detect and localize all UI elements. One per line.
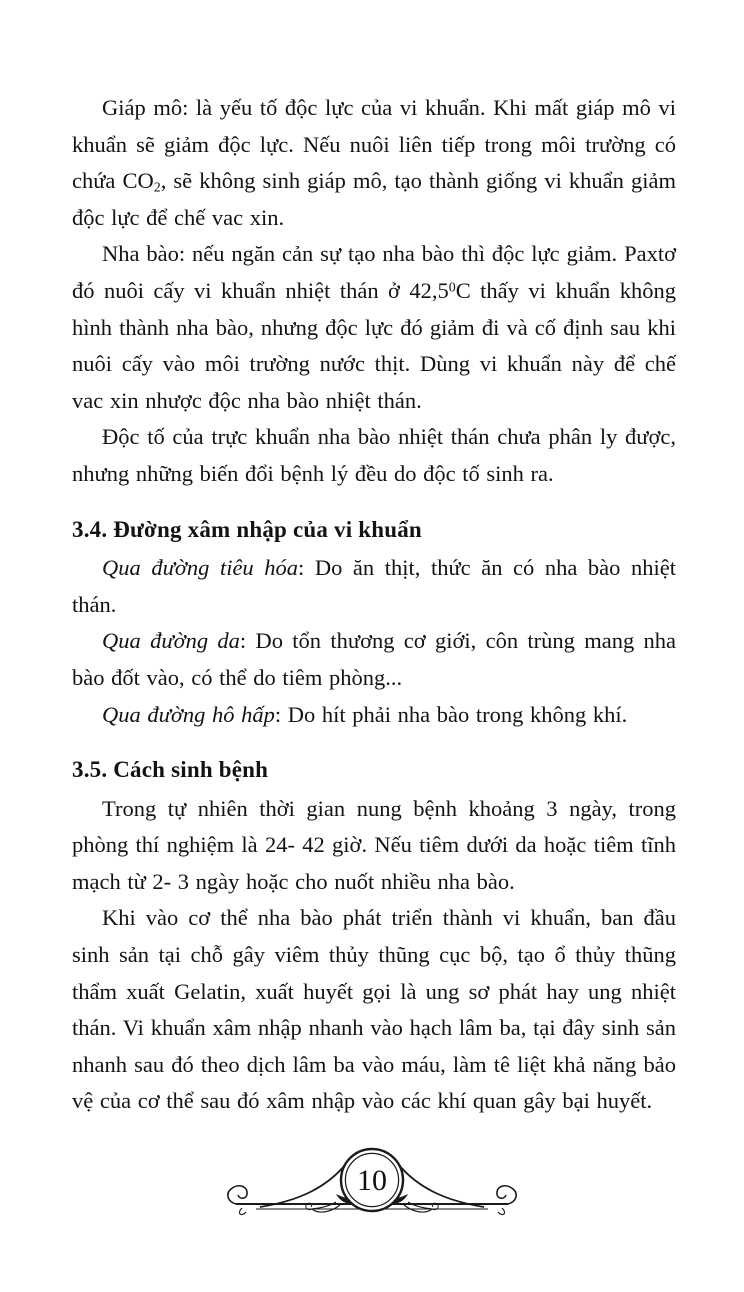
text-run: : Do tổn thương cơ giới, côn trùng mang nha bào đốt vào, có thể do tiêm phòng... (72, 628, 676, 690)
co2-subscript: 2 (153, 180, 161, 196)
text-run: C thấy vi khuẩn không hình thành nha bào, nhưng độc lực đó giảm đi và cố định sau khi nuôi cấy vào môi trường nước thịt. Dùng vi khuẩn này để chế vac xin nhược độc nha bào nhiệt thán. (72, 277, 676, 413)
paragraph-tieu-hoa (72, 550, 676, 623)
italic-lead: Qua đường hô hấp (102, 701, 275, 727)
text-run: Giáp mô: là yếu tố độc lực của vi khuẩn. Khi mất giáp mô vi khuẩn sẽ giảm độc lực. Nếu nuôi liên tiếp trong môi trường có chứa CO (72, 95, 676, 194)
page-body (72, 90, 676, 1120)
section-heading-3-4: 3.4. Đường xâm nhập của vi khuẩn (72, 516, 422, 542)
degree-superscript: 0 (448, 280, 456, 296)
italic-lead: Qua đường da (102, 628, 240, 654)
paragraph-nung-benh: Trong tự nhiên thời gian nung bệnh khoảng 3 ngày, trong phòng thí nghiệm là 24- 42 giờ. Nếu tiêm dưới da hoặc tiêm tĩnh mạch từ 2- 3 ngày hoặc cho nuốt nhiều nha bào. (72, 795, 676, 894)
paragraph-giap-mo (72, 90, 676, 236)
paragraph-khi-vao: Khi vào cơ thể nha bào phát triển thành vi khuẩn, ban đầu sinh sản tại chỗ gây viêm thủy thũng cục bộ, tạo ổ thủy thũng thẩm xuất Gelatin, xuất huyết gọi là ung sơ phát hay ung nhiệt thán. Vi khuẩn xâm nhập nhanh vào hạch lâm ba, tại đây sinh sản nhanh sau đó theo dịch lâm ba vào máu, làm tê liệt khả năng bảo vệ của cơ thể sau đó xâm nhập vào các khí quan gây bại huyết. (72, 905, 676, 1114)
footer-flourish-ornament (222, 1131, 522, 1241)
text-run: : Do ăn thịt, thức ăn có nha bào nhiệt thán. (72, 555, 676, 617)
text-run: : Do hít phải nha bào trong không khí. (274, 701, 628, 727)
italic-lead: Qua đường tiêu hóa (102, 555, 299, 581)
paragraph-nha-bao (72, 236, 676, 419)
text-run: , sẽ không sinh giáp mô, tạo thành giống vi khuẩn giảm độc lực để chế vac xin. (72, 168, 676, 230)
page-number: 10 (357, 1164, 387, 1197)
paragraph-ho-hap (72, 697, 676, 734)
text-run: Nha bào: nếu ngăn cản sự tạo nha bào thì độc lực giảm. Paxtơ đó nuôi cấy vi khuẩn nhiệt thán ở 42,5 (72, 241, 676, 303)
section-heading-3-5: 3.5. Cách sinh bệnh (72, 757, 269, 783)
paragraph-doc-to: Độc tố của trực khuẩn nha bào nhiệt thán chưa phân ly được, nhưng những biến đổi bệnh lý đều do độc tố sinh ra. (72, 424, 676, 486)
paragraph-da (72, 623, 676, 696)
page-footer (0, 1131, 744, 1241)
